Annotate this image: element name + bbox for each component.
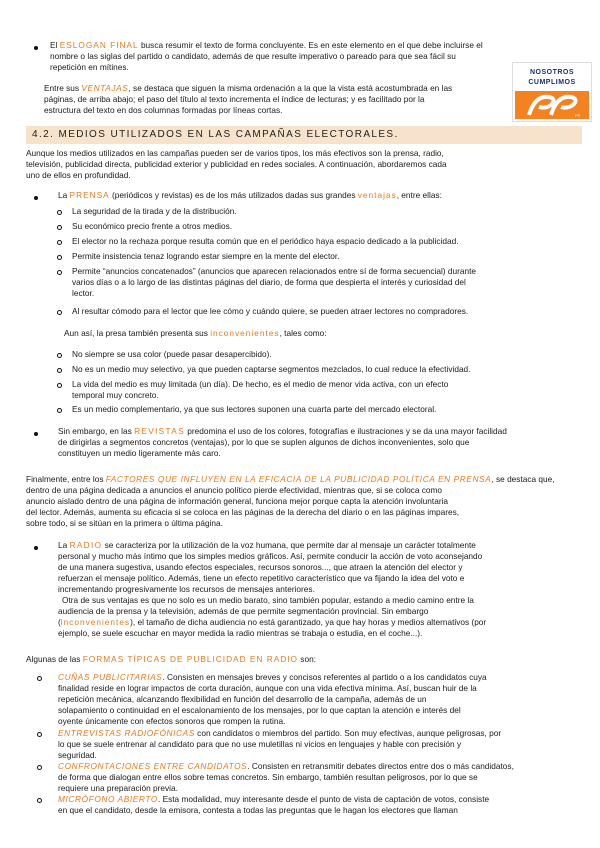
logo-text-line1: NOSOTROS [529,69,575,76]
keyword: CUÑAS PUBLICITARIAS [58,672,163,682]
list-item: El elector no la rechaza porque resulta común que en el periódico haya espacio dedicado a la publicidad. [72,236,459,246]
slogan-paragraph [50,40,520,73]
bullet-circle [57,240,62,245]
text: (periódicos y revistas) es de los más utilizados dadas sus grandes [109,190,358,200]
text-line: uno de ellos en profundidad. [26,170,131,180]
bullet-circle [37,765,42,770]
pp-logo-icon [515,91,589,119]
ventajas-paragraph [44,83,504,116]
text-line: Aunque los medios utilizados en las campañas pueden ser de varios tipos, los más efectivos son la prensa, radio, [26,148,444,158]
text-line: finalidad reside en lograr impactos de corta duración, aunque con una vida efectiva mínima. Así, buscan huir de la [58,683,477,693]
keyword: VENTAJAS [81,83,129,93]
text-line: Permite “anuncios concatenados” (anuncios que aparecen relacionados entre sí de forma secuencial) durante [72,266,477,276]
keyword: FORMAS TÍPICAS DE PUBLICIDAD EN RADIO [82,654,298,664]
text-line: nombre o las siglas del partido o candidato, además de que resulte imperativo o pareado para que sea fácil su [50,51,456,61]
list-item [58,672,588,727]
text-line: solapamiento o continuidad en el escalonamiento de los mensajes, por lo que captan la atención e interés del [58,705,461,715]
inconvenientes-intro [64,328,327,339]
bullet-circle [57,270,62,275]
logo-text-line2: CUMPLIMOS [528,79,576,86]
bullet-circle [57,225,62,230]
keyword: ESLOGAN FINAL [59,40,139,50]
text-line: audiencia de la prensa y la televisión, además de que permite segmentación provincial. Sin embargo [58,606,429,616]
list-item: Permite insistencia tenaz logrando estar siempre en la mente del elector. [72,251,340,261]
text: La [58,540,68,550]
text: Algunas de las [26,654,83,664]
list-item: Al resultar cómodo para el lector que lee cómo y cuándo quiere, se pueden atraer lectores no compradores. [72,306,469,316]
text: ), el tamaño de dicha audiencia no está garantizado, ya que hay horas y medios alternativos (por [130,617,487,627]
text: ( [58,617,61,627]
text: , se destaca que, [491,474,555,484]
bullet-circle [57,383,62,388]
list-item: No es un medio muy selectivo, ya que pueden captarse segmentos mezclados, lo cual reduce la efectividad. [72,364,471,374]
keyword: CONFRONTACIONES ENTRE CANDIDATOS [58,761,248,771]
formas-heading [26,654,316,665]
text-line: constituyen un medio ligeramente más caro. [58,448,221,458]
radio-paragraph [58,540,588,639]
text-line: incrementando progresivamente los recursos de mensajes anteriores. [58,584,315,594]
keyword: ventajas [357,190,397,200]
keyword: RADIO [69,540,103,550]
text-line: lector. [72,288,95,298]
text: . Esta modalidad, muy interesante desde el punto de vista de captación de votos, consiste [157,794,490,804]
bullet-circle [57,368,62,373]
prensa-heading [58,190,578,201]
text-line: seguridad. [58,750,97,760]
list-item: No siempre se usa color (puede pasar desapercibido). [72,349,272,359]
list-item: La seguridad de la tirada y de la distribución. [72,206,237,216]
text-line: televisión, publicidad directa, publicidad exterior y publicidad en redes sociales. A continuación, abordaremos cada [26,159,447,169]
text-line: del lector. Además, aumenta su eficacia si se coloca en las páginas de la derecha del diario o en las páginas impares, [26,507,460,517]
bullet-dot [34,46,38,50]
section-heading: 4.2. MEDIOS UTILIZADOS EN LAS CAMPAÑAS ELECTORALES. [26,126,582,144]
bullet-circle [37,798,42,803]
text-line: La vida del medio es muy limitada (un día). De hecho, es el medio de menor vida activa, con un efecto [72,379,449,389]
text-line: refuerzan el mensaje político. Además, tiene un efecto repetitivo característico que va fijando la idea del voto e [58,573,465,583]
keyword: ENTREVISTAS RADIOFÓNICAS [58,728,195,738]
list-item [58,728,588,761]
text-line: temporal muy concreto. [72,390,159,400]
text: , se destaca que siguen la misma ordenación a la que la vista está acostumbrada en las [128,83,453,93]
text-line: varios días o a lo largo de las distintas páginas del diario, de forma que despierta el interés y curiosidad del [72,277,466,287]
text-line: páginas, de arriba abajo; el paso del título al texto incrementa el índice de lecturas; y es facilitado por la [44,94,425,104]
text: . Consisten en mensajes breves y concisos referentes al partido o a los candidatos cuya [162,672,487,682]
text-line: sobre todo, si se sitúan en la primera o última página. [26,518,223,528]
text-line: requiere una preparación previa. [58,783,178,793]
text-line: de forma que dialogan entre ellos sobre temas concretos. Sin embargo, también resultan peligrosos, por lo que se [58,772,478,782]
text: El [50,40,58,50]
keyword: inconvenientes [60,617,131,627]
text: con candidatos o miembros del partido. Son muy efectivas, aunque peligrosas, por [194,728,502,738]
text-line: lo que se suele entrenar al candidato para que no use muletillas ni vicios en lenguajes y hable con precisión y [58,739,462,749]
logo-mark-text: PP [575,113,581,118]
text: Finalmente, entre los [26,474,106,484]
text-line: de una manera sugestiva, usando efectos especiales, recursos sonoros..., que atraen la atención del elector y [58,562,463,572]
text: predomina el uso de los colores, fotografías e ilustraciones y se da una mayor facilidad [184,426,507,436]
text: se caracteriza por la utilización de la voz humana, que permite dar al mensaje un carácter totalmente [102,540,476,550]
keyword: PRENSA [69,190,110,200]
text-line: repetición en mítines. [50,62,129,72]
bullet-circle [37,732,42,737]
text-line: anuncio aislado dentro de una página de información general, funciona mejor porque capta la atención involuntaria [26,496,449,506]
logo-band [515,91,589,119]
text-line: ejemplo, se suele escuchar en mayor medida la radio mientras se trabaja o estudia, en el coche...). [58,628,423,638]
text: Entre sus [44,83,80,93]
party-logo [512,62,592,122]
bullet-dot [34,546,38,550]
keyword: FACTORES QUE INFLUYEN EN LA EFICACIA DE LA PUBLICIDAD POLÍTICA EN PRENSA [105,474,492,484]
text: La [58,190,68,200]
bullet-circle [57,255,62,260]
text: Aun así, la presa también presenta sus [64,328,211,338]
text-line: de dirigirlas a segmentos concretos (ventajas), por lo que se suplen algunos de dichos inconvenientes, solo que [58,437,470,447]
keyword: MICRÓFONO ABIERTO [58,794,158,804]
list-item [58,761,588,794]
text-line: dentro de una página dedicada a anuncios el anuncio político pierde efectividad, mientras que, si se coloca como [26,485,443,495]
bullet-dot [34,432,38,436]
bullet-circle [57,408,62,413]
text-line: en que el candidato, desde la emisora, contesta a todas las preguntas que le hagan los electores que llaman [58,805,458,815]
text: busca resumir el texto de forma concluyente. Es en este elemento en el que debe incluirse el [138,40,483,50]
text: , entre ellas: [396,190,442,200]
list-item: Su económico precio frente a otros medios. [72,221,233,231]
bullet-circle [57,210,62,215]
text: Sin embargo, en las [58,426,135,436]
text: , tales como: [279,328,327,338]
text-line: oyente únicamente con efectos sonoros que rompen la rutina. [58,716,286,726]
keyword: inconvenientes [210,328,280,338]
text: son: [298,654,316,664]
bullet-circle [57,353,62,358]
list-item [72,266,572,299]
text-line: Otra de sus ventajas es que no solo es un medio barato, sino también popular, estando a medio camino entre la [62,595,474,605]
text: . Consisten en retransmitir debates directos entre dos o más candidatos, [247,761,514,771]
factores-paragraph [26,474,588,529]
list-item [58,794,588,816]
revistas-paragraph [58,426,588,459]
media-intro-paragraph [26,148,586,181]
bullet-dot [34,196,38,200]
list-item [72,379,572,401]
list-item: Es un medio complementario, ya que sus lectores suponen una cuarta parte del mercado electoral. [72,404,437,414]
text-line: estructura del texto en dos columnas formadas por líneas cortas. [44,105,283,115]
bullet-circle [57,310,62,315]
text-line: repetición mecánica, alcanzando flexibilidad en función del desarrollo de la campaña, además de un [58,694,427,704]
bullet-circle [37,676,42,681]
text-line: personal y mucho más íntimo que los simples medios gráficos. Así, permite conducir la acción de voto aconsejando [58,551,483,561]
keyword: REVISTAS [134,426,185,436]
